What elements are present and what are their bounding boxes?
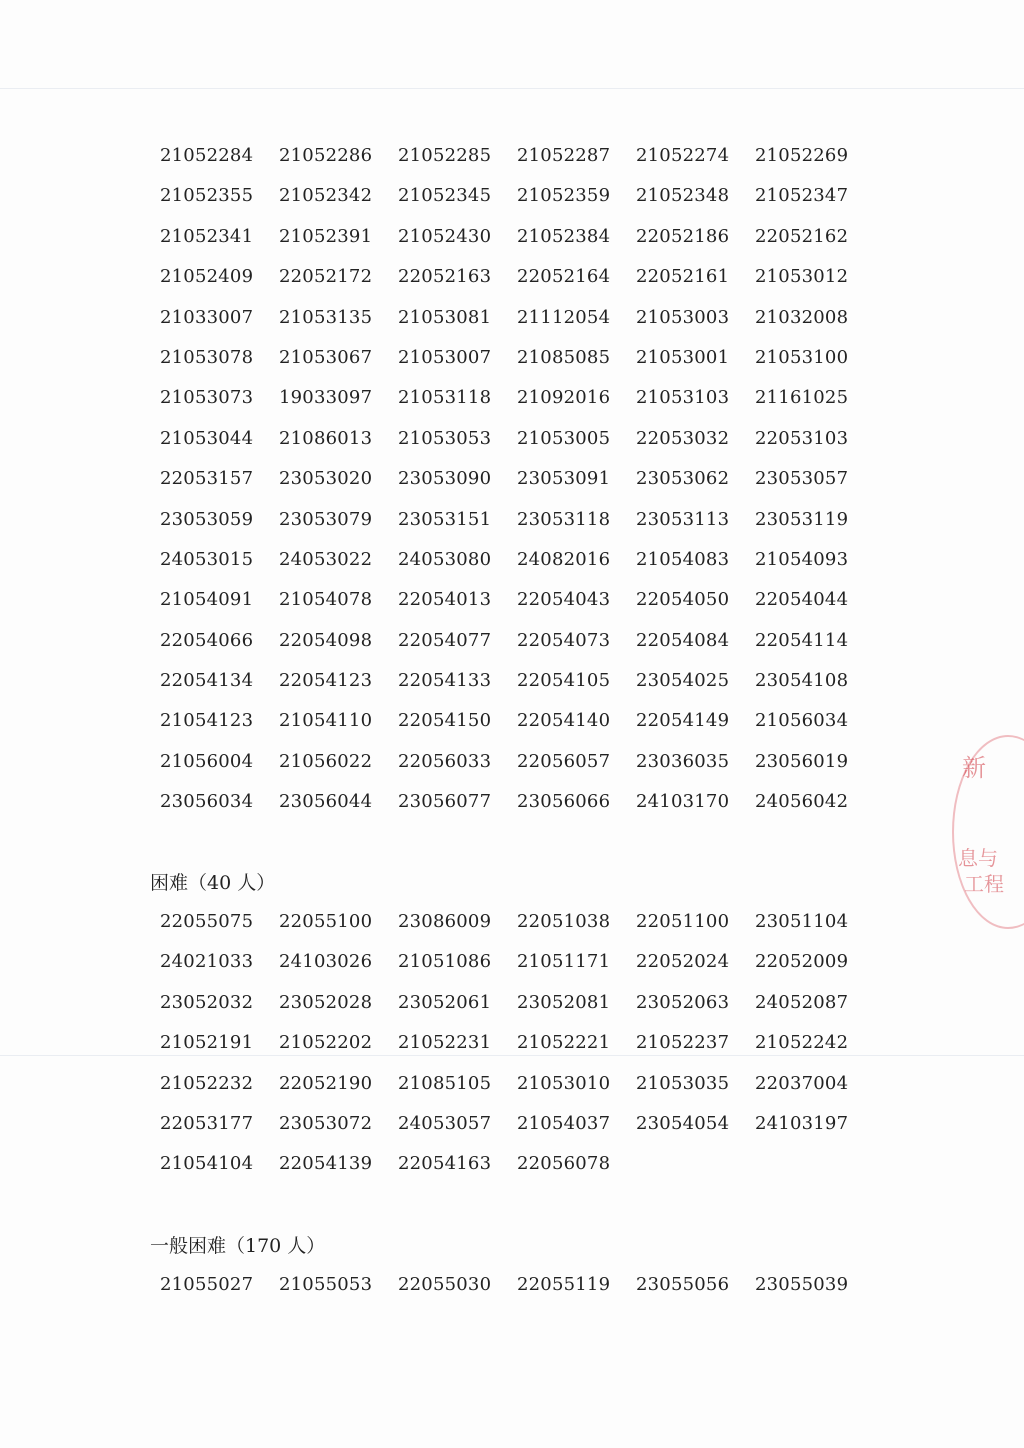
student-id: 22052186 (636, 225, 730, 247)
student-id: 23053118 (517, 508, 611, 530)
student-id: 21052345 (398, 185, 492, 207)
student-id: 23052063 (636, 991, 730, 1013)
id-list-difficult (160, 911, 874, 1194)
seal-text-1: 新 (962, 754, 986, 782)
student-id: 22037004 (755, 1072, 849, 1094)
student-id: 21092016 (517, 387, 611, 409)
student-id: 23053151 (398, 508, 492, 530)
student-id: 21053103 (636, 387, 730, 409)
student-id: 22052024 (636, 951, 730, 973)
student-id: 21056022 (279, 750, 373, 772)
student-id: 23053020 (279, 468, 373, 490)
student-id: 22054066 (160, 629, 254, 651)
student-id: 21053035 (636, 1072, 730, 1094)
student-id: 21051086 (398, 951, 492, 973)
student-id: 22051038 (517, 911, 611, 932)
student-id: 21053100 (755, 346, 849, 368)
student-id: 21051171 (517, 951, 611, 973)
student-id: 23056066 (517, 791, 611, 813)
student-id: 22051100 (636, 911, 730, 932)
student-id: 22053177 (160, 1112, 254, 1134)
scan-artifact-line (0, 88, 1024, 89)
student-id: 23056034 (160, 791, 254, 813)
student-id: 23056077 (398, 791, 492, 813)
student-id: 23053079 (279, 508, 373, 530)
student-id: 21052409 (160, 266, 254, 288)
student-id: 22052009 (755, 951, 849, 973)
student-id: 21085085 (517, 346, 611, 368)
student-id: 22054140 (517, 710, 611, 732)
student-id: 21054093 (755, 548, 849, 570)
seal-text-3: 工程 (964, 872, 1004, 896)
student-id: 23053059 (160, 508, 254, 530)
student-id: 21052341 (160, 225, 254, 247)
student-id: 21086013 (279, 427, 373, 449)
student-id: 21053044 (160, 427, 254, 449)
student-id: 22055030 (398, 1274, 492, 1295)
student-id: 21054078 (279, 589, 373, 611)
student-id: 23055056 (636, 1274, 730, 1295)
student-id: 22052164 (517, 266, 611, 288)
student-id: 24082016 (517, 548, 611, 570)
student-id: 21052287 (517, 145, 611, 166)
student-id: 22054150 (398, 710, 492, 732)
student-id: 24053057 (398, 1112, 492, 1134)
student-id: 21052242 (755, 1032, 849, 1054)
student-id: 24053015 (160, 548, 254, 570)
student-id: 23053113 (636, 508, 730, 530)
student-id: 23054054 (636, 1112, 730, 1134)
student-id: 22053103 (755, 427, 849, 449)
student-id: 21054037 (517, 1112, 611, 1134)
student-id: 23052061 (398, 991, 492, 1013)
student-id: 22056057 (517, 750, 611, 772)
student-id: 22056033 (398, 750, 492, 772)
student-id: 21053053 (398, 427, 492, 449)
student-id: 22055075 (160, 911, 254, 932)
student-id: 23051104 (755, 911, 849, 932)
student-id: 22052163 (398, 266, 492, 288)
student-id: 21052286 (279, 145, 373, 166)
student-id: 21053007 (398, 346, 492, 368)
student-id: 22054163 (398, 1153, 492, 1175)
student-id: 22054133 (398, 670, 492, 692)
student-id: 23052081 (517, 991, 611, 1013)
student-id: 21053067 (279, 346, 373, 368)
student-id: 23055039 (755, 1274, 849, 1295)
student-id: 21052285 (398, 145, 492, 166)
student-id: 22055119 (517, 1274, 611, 1295)
student-id: 19033097 (279, 387, 373, 409)
student-id: 23053072 (279, 1112, 373, 1134)
student-id: 21052342 (279, 185, 373, 207)
student-id: 23086009 (398, 911, 492, 932)
student-id: 21052269 (755, 145, 849, 166)
student-id: 22054149 (636, 710, 730, 732)
student-id: 22054077 (398, 629, 492, 651)
student-id: 21053012 (755, 266, 849, 288)
student-id: 21054083 (636, 548, 730, 570)
student-id: 21161025 (755, 387, 849, 409)
student-id: 21053001 (636, 346, 730, 368)
section-heading-general: 一般困难（170 人） (150, 1235, 326, 1257)
student-id: 23036035 (636, 750, 730, 772)
student-id: 24103197 (755, 1112, 849, 1134)
student-id: 22052172 (279, 266, 373, 288)
student-id: 21052221 (517, 1032, 611, 1054)
student-id: 22053032 (636, 427, 730, 449)
student-id: 24103170 (636, 791, 730, 813)
student-id: 24053080 (398, 548, 492, 570)
student-id: 21032008 (755, 306, 849, 328)
student-id: 23052028 (279, 991, 373, 1013)
student-id: 21053135 (279, 306, 373, 328)
student-id: 21055053 (279, 1274, 373, 1295)
student-id: 22054084 (636, 629, 730, 651)
student-id: 21052232 (160, 1072, 254, 1094)
student-id: 23054108 (755, 670, 849, 692)
student-id: 23053091 (517, 468, 611, 490)
student-id: 22054134 (160, 670, 254, 692)
student-id: 21053081 (398, 306, 492, 328)
student-id: 21053005 (517, 427, 611, 449)
student-id: 21052391 (279, 225, 373, 247)
student-id: 22052162 (755, 225, 849, 247)
student-id: 21052191 (160, 1032, 254, 1054)
student-id: 21056034 (755, 710, 849, 732)
student-id: 21052237 (636, 1032, 730, 1054)
student-id: 21053003 (636, 306, 730, 328)
section-heading-difficult: 困难（40 人） (150, 872, 276, 894)
student-id: 21112054 (517, 306, 611, 328)
student-id: 21054123 (160, 710, 254, 732)
student-id: 23053119 (755, 508, 849, 530)
student-id: 21052384 (517, 225, 611, 247)
student-id: 22054098 (279, 629, 373, 651)
student-id: 23052032 (160, 991, 254, 1013)
student-id: 21054104 (160, 1153, 254, 1175)
student-id: 23054025 (636, 670, 730, 692)
student-id: 22054123 (279, 670, 373, 692)
student-id: 22052161 (636, 266, 730, 288)
student-id: 21052284 (160, 145, 254, 166)
student-id: 22056078 (517, 1153, 611, 1175)
student-id: 22053157 (160, 468, 254, 490)
student-id: 23053090 (398, 468, 492, 490)
student-id: 21054091 (160, 589, 254, 611)
student-id: 22054139 (279, 1153, 373, 1175)
student-id: 22054114 (755, 629, 849, 651)
student-id: 21054110 (279, 710, 373, 732)
id-list-general (160, 1274, 874, 1314)
student-id: 21052348 (636, 185, 730, 207)
student-id: 21055027 (160, 1274, 254, 1295)
student-id: 21053078 (160, 346, 254, 368)
student-id: 24056042 (755, 791, 849, 813)
student-id: 21052359 (517, 185, 611, 207)
student-id: 24052087 (755, 991, 849, 1013)
student-id: 23053057 (755, 468, 849, 490)
student-id: 21085105 (398, 1072, 492, 1094)
student-id: 21053010 (517, 1072, 611, 1094)
student-id: 22054105 (517, 670, 611, 692)
student-id: 23056019 (755, 750, 849, 772)
student-id: 22055100 (279, 911, 373, 932)
official-seal (952, 735, 1024, 929)
student-id: 21052347 (755, 185, 849, 207)
student-id: 23056044 (279, 791, 373, 813)
student-id: 22054043 (517, 589, 611, 611)
seal-text-2: 息与 (958, 846, 998, 870)
student-id: 23053062 (636, 468, 730, 490)
student-id: 21052430 (398, 225, 492, 247)
student-id: 21052355 (160, 185, 254, 207)
student-id: 24103026 (279, 951, 373, 973)
student-id: 21033007 (160, 306, 254, 328)
student-id: 24021033 (160, 951, 254, 973)
student-id: 21053118 (398, 387, 492, 409)
id-list-continued (160, 145, 874, 832)
student-id: 21052202 (279, 1032, 373, 1054)
student-id: 22054073 (517, 629, 611, 651)
student-id: 22054050 (636, 589, 730, 611)
student-id: 21056004 (160, 750, 254, 772)
student-id: 22054013 (398, 589, 492, 611)
student-id: 21053073 (160, 387, 254, 409)
student-id: 24053022 (279, 548, 373, 570)
student-id: 21052231 (398, 1032, 492, 1054)
student-id: 22054044 (755, 589, 849, 611)
student-id: 22052190 (279, 1072, 373, 1094)
student-id: 21052274 (636, 145, 730, 166)
